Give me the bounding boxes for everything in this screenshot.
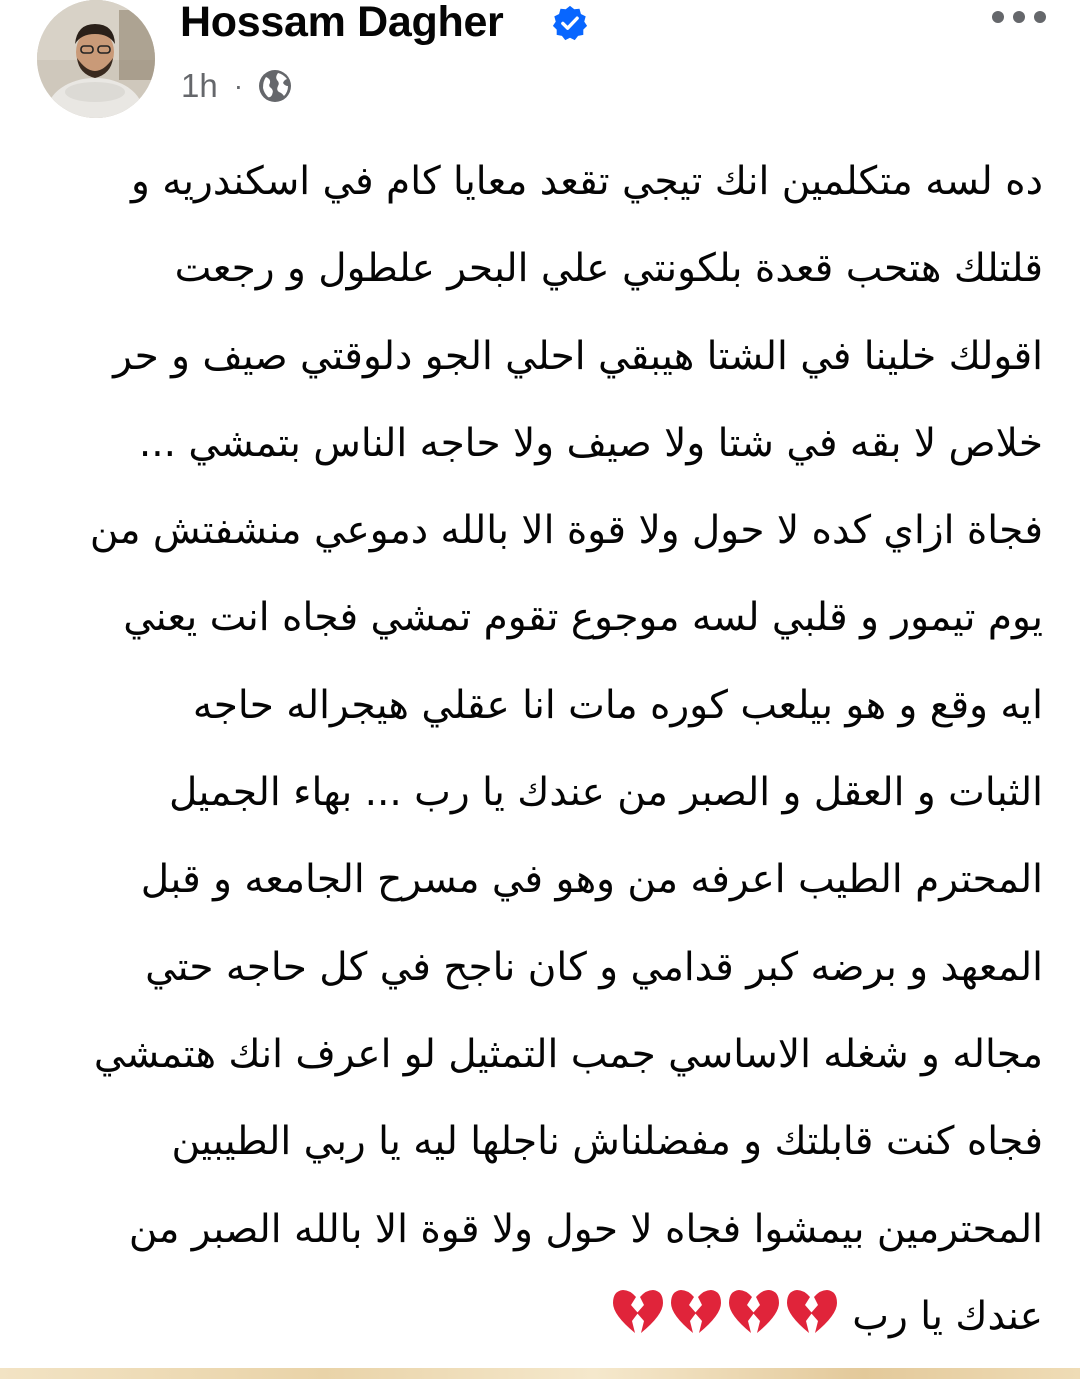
- post-line: قلتلك هتحب قعدة بلكونتي علي البحر علطول و رجعت: [174, 246, 1043, 292]
- post-line: فجاة ازاي كده لا حول ولا قوة الا بالله دموعي منشفتش من: [89, 508, 1043, 554]
- avatar[interactable]: [37, 0, 155, 118]
- post-line: خلاص لا بقه في شتا ولا صيف ولا حاجه الناس بتمشي ...: [138, 420, 1043, 466]
- post-line: مجاله و شغله الاساسي جمب التمثيل لو اعرف انك هتمشي: [93, 1031, 1043, 1077]
- post-line: ده لسه متكلمين انك تيجي تقعد معايا كام في اسكندريه و: [131, 159, 1043, 204]
- post-line: يوم تيمور و قلبي لسه موجوع تقوم تمشي فجاه انت يعني: [123, 595, 1043, 641]
- broken-heart-icon: [670, 1289, 722, 1335]
- post-line-last-text: عندك يا رب: [852, 1293, 1043, 1339]
- post-line: المحترمين بيمشوا فجاه لا حول ولا قوة الا بالله الصبر من: [128, 1206, 1043, 1252]
- broken-heart-icon: [728, 1289, 780, 1335]
- post-line: ايه وقع و هو بيلعب كوره مات انا عقلي هيجراله حاجه: [192, 682, 1043, 728]
- meta-separator: ·: [233, 70, 244, 101]
- globe-icon[interactable]: [257, 68, 293, 104]
- post-meta: [181, 64, 293, 108]
- avatar-photo: [37, 0, 155, 118]
- post-line: فجاه كنت قابلتك و مفضلناش ناجلها ليه يا ربي الطيبين: [171, 1119, 1043, 1165]
- post-line: اقولك خلينا في الشتا هيبقي احلي الجو دلوقتي صيف و حر: [113, 333, 1043, 379]
- verified-badge-icon: [551, 4, 589, 42]
- broken-heart-icon: [786, 1289, 838, 1335]
- post-line-last: [40, 1273, 1043, 1360]
- broken-hearts: [606, 1273, 838, 1360]
- more-options-icon[interactable]: [990, 2, 1048, 32]
- broken-heart-icon: [612, 1289, 664, 1335]
- post-time[interactable]: 1h: [181, 67, 218, 104]
- author-name[interactable]: Hossam Dagher: [180, 0, 504, 46]
- attached-image-top-edge[interactable]: [0, 1368, 1080, 1379]
- post-line: المحترم الطيب اعرفه من وهو في مسرح الجامعه و قبل: [140, 857, 1043, 903]
- post-text: [40, 138, 1043, 1360]
- post-line: الثبات و العقل و الصبر من عندك يا رب ... بهاء الجميل: [168, 770, 1043, 816]
- post-line: المعهد و برضه كبر قدامي و كان ناجح في كل حاجه حتي: [145, 944, 1043, 990]
